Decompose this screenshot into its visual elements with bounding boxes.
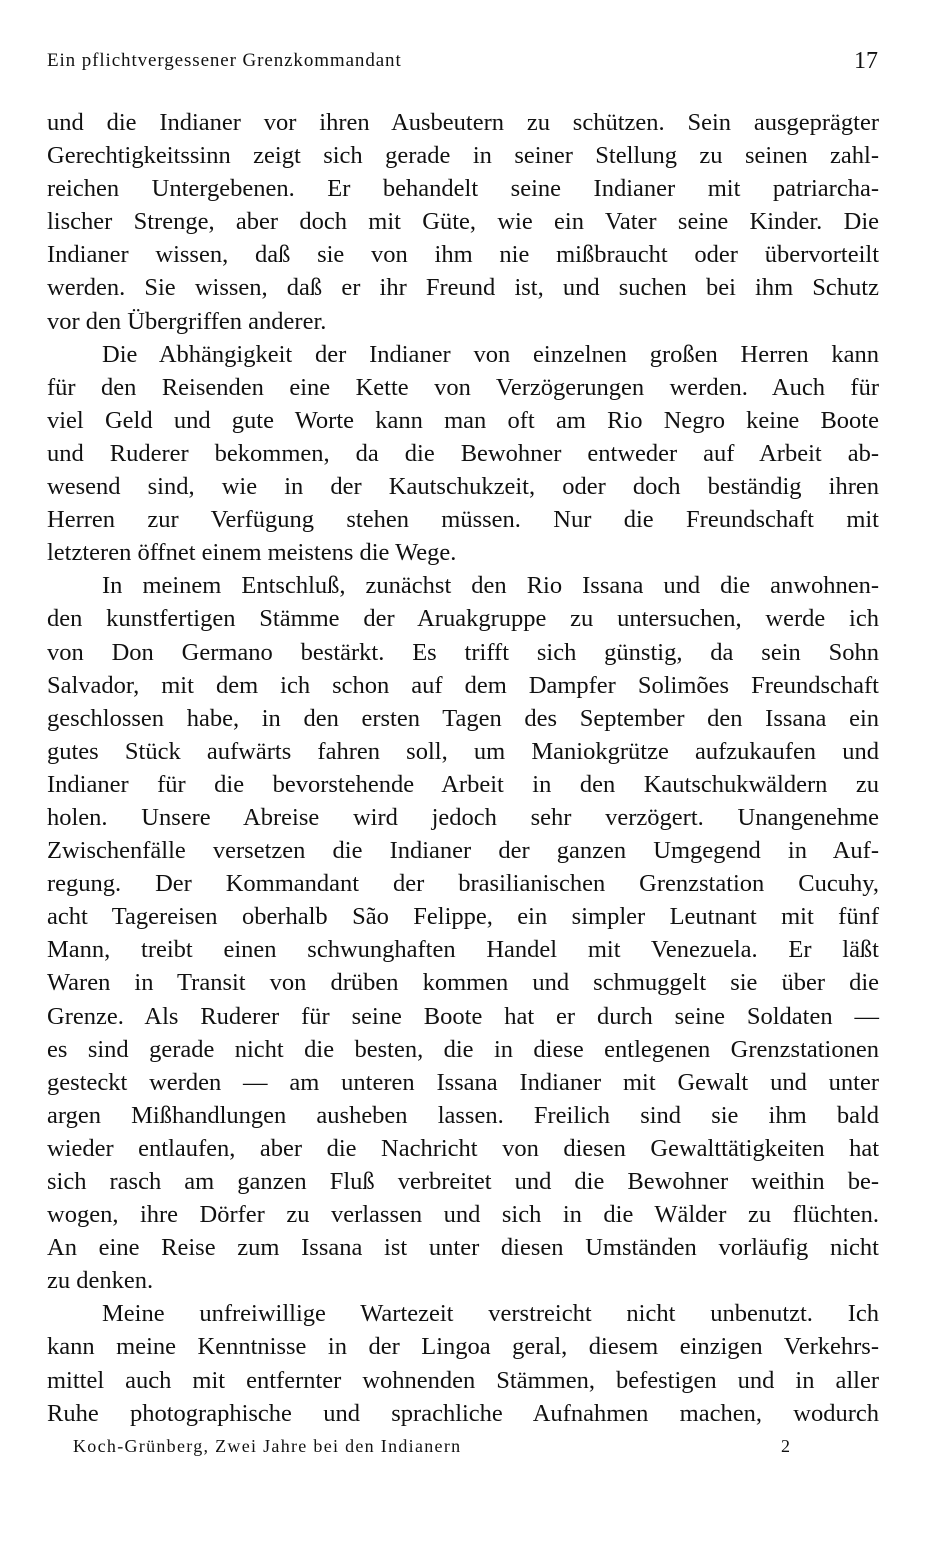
text-line: letzteren öffnet einem meistens die Wege. bbox=[47, 539, 457, 567]
text-line: viel Geld und gute Worte kann man oft am Rio Negro keine Boote bbox=[47, 406, 879, 434]
text-line: Waren in Transit von drüben kommen und schmuggelt sie über die bbox=[47, 969, 879, 997]
text-line: Indianer wissen, daß sie von ihm nie mißbraucht oder übervorteilt bbox=[47, 241, 879, 269]
text-line: acht Tagereisen oberhalb São Felippe, ein simpler Leutnant mit fünf bbox=[47, 903, 879, 931]
signature-mark: 2 bbox=[781, 1436, 790, 1456]
text-line: Herren zur Verfügung stehen müssen. Nur die Freundschaft mit bbox=[47, 506, 879, 534]
text-line: sich rasch am ganzen Fluß verbreitet und die Bewohner weithin be- bbox=[47, 1168, 879, 1195]
text-line: Meine unfreiwillige Wartezeit verstreicht nicht unbenutzt. Ich bbox=[102, 1300, 879, 1328]
text-line: von Don Germano bestärkt. Es trifft sich günstig, da sein Sohn bbox=[47, 638, 879, 666]
text-line: für den Reisenden eine Kette von Verzögerungen werden. Auch für bbox=[47, 373, 879, 401]
book-reference: Koch-Grünberg, Zwei Jahre bei den Indianern bbox=[73, 1436, 462, 1456]
text-line: mittel auch mit entfernter wohnenden Stämmen, befestigen und in aller bbox=[47, 1366, 879, 1394]
text-line: An eine Reise zum Issana ist unter diesen Umständen vorläufig nicht bbox=[47, 1234, 879, 1262]
text-line: es sind gerade nicht die besten, die in diese entlegenen Grenzstationen bbox=[47, 1035, 879, 1063]
text-line: werden. Sie wissen, daß er ihr Freund ist, und suchen bei ihm Schutz bbox=[47, 274, 879, 302]
text-line: geschlossen habe, in den ersten Tagen des September den Issana ein bbox=[47, 704, 879, 732]
text-line: Ruhe photographische und sprachliche Aufnahmen machen, wodurch bbox=[47, 1399, 879, 1427]
text-line: argen Mißhandlungen ausheben lassen. Freilich sind sie ihm bald bbox=[47, 1101, 879, 1129]
text-line: lischer Strenge, aber doch mit Güte, wie ein Vater seine Kinder. Die bbox=[47, 208, 879, 236]
text-line: wesend sind, wie in der Kautschukzeit, oder doch beständig ihren bbox=[47, 473, 879, 501]
body-text bbox=[47, 106, 879, 1430]
text-line: Salvador, mit dem ich schon auf dem Dampfer Solimões Freundschaft bbox=[47, 671, 879, 699]
text-line: In meinem Entschluß, zunächst den Rio Issana und die anwohnen- bbox=[102, 572, 879, 600]
text-line: vor den Übergriffen anderer. bbox=[47, 307, 327, 335]
text-line: reichen Untergebenen. Er behandelt seine Indianer mit patriarcha- bbox=[47, 175, 879, 203]
text-line: Mann, treibt einen schwunghaften Handel mit Venezuela. Er läßt bbox=[47, 936, 879, 964]
text-line: gutes Stück aufwärts fahren soll, um Maniokgrütze aufzukaufen und bbox=[47, 737, 879, 765]
text-line: kann meine Kenntnisse in der Lingoa geral, diesem einzigen Verkehrs- bbox=[47, 1333, 879, 1361]
text-line: und Ruderer bekommen, da die Bewohner entweder auf Arbeit ab- bbox=[47, 439, 879, 467]
text-line: Indianer für die bevorstehende Arbeit in den Kautschukwäldern zu bbox=[47, 770, 879, 798]
running-head bbox=[47, 44, 878, 78]
running-title: Ein pflichtvergessener Grenzkommandant bbox=[47, 50, 402, 71]
page-number: 17 bbox=[854, 48, 878, 74]
text-line: Grenze. Als Ruderer für seine Boote hat er durch seine Soldaten — bbox=[47, 1002, 879, 1030]
text-line: regung. Der Kommandant der brasilianischen Grenzstation Cucuhy, bbox=[47, 870, 879, 898]
text-line: gesteckt werden — am unteren Issana Indianer mit Gewalt und unter bbox=[47, 1068, 879, 1096]
text-line: holen. Unsere Abreise wird jedoch sehr verzögert. Unangenehme bbox=[47, 803, 879, 831]
text-line: und die Indianer vor ihren Ausbeutern zu schützen. Sein ausgeprägter bbox=[47, 109, 879, 136]
text-line: Die Abhängigkeit der Indianer von einzelnen großen Herren kann bbox=[102, 340, 879, 368]
text-line: wieder entlaufen, aber die Nachricht von diesen Gewalttätigkeiten hat bbox=[47, 1134, 879, 1162]
text-line: zu denken. bbox=[47, 1267, 154, 1295]
page-footer bbox=[73, 1436, 790, 1462]
text-line: wogen, ihre Dörfer zu verlassen und sich in die Wälder zu flüchten. bbox=[47, 1201, 879, 1229]
text-line: Gerechtigkeitssinn zeigt sich gerade in seiner Stellung zu seinen zahl- bbox=[47, 142, 879, 170]
text-line: den kunstfertigen Stämme der Aruakgruppe zu untersuchen, werde ich bbox=[47, 605, 879, 633]
text-line: Zwischenfälle versetzen die Indianer der ganzen Umgegend in Auf- bbox=[47, 837, 879, 865]
